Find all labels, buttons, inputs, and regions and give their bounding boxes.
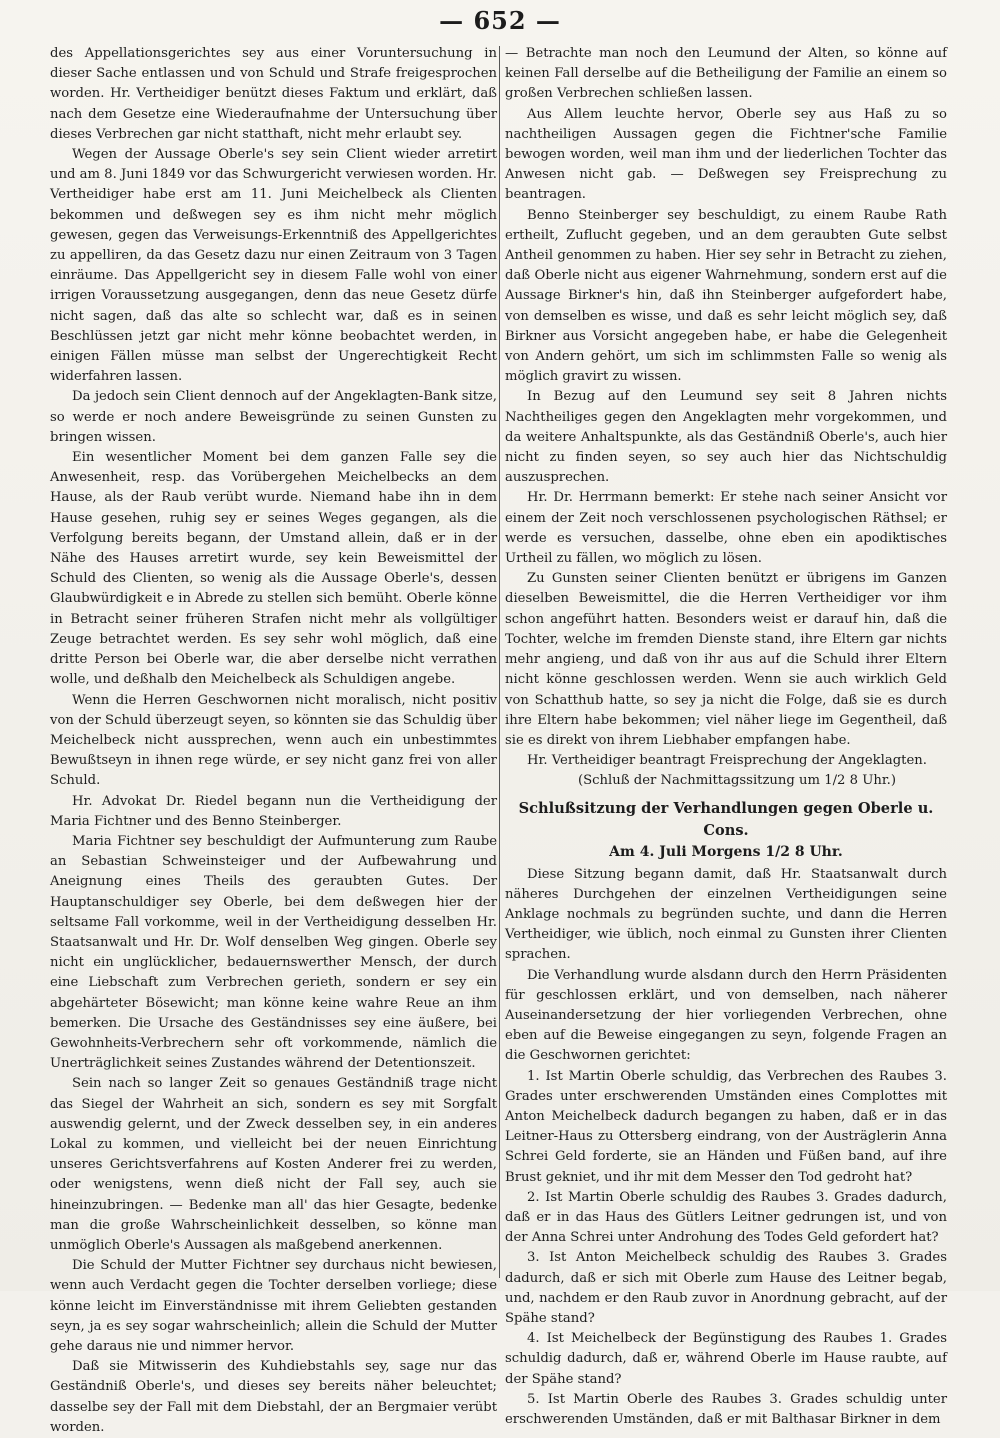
paragraph: In Bezug auf den Leumund sey seit 8 Jahren nichts Nachtheiliges gegen den Angeklagten mehr vorgekommen, und da weitere Anhaltspunkte, als das Geständniß Oberle's, auch hier nicht zu finden seyen, so sey auch hier das Nichtschuldig auszusprechen. — [505, 389, 947, 486]
question-item: 4. Ist Meichelbeck der Begünstigung des Raubes 1. Grades schuldig dadurch, daß er, während Oberle im Hause raubte, auf der Spähe stand? — [505, 1331, 947, 1387]
paragraph: des Appellationsgerichtes sey aus einer Voruntersuchung in dieser Sache entlassen und von Schuld und Strafe freigesprochen worden. Hr. Vertheidiger benützt dieses Faktum und erklärt, daß nach dem Gesetze eine Wiederaufnahme der Untersuchung über dieses Verbrechen gar nicht statthaft, nicht mehr erlaubt sey. — [50, 46, 497, 142]
paragraph: Hr. Advokat Dr. Riedel begann nun die Vertheidigung der Maria Fichtner und des Benno Steinberger. — [50, 793, 497, 829]
question-item: 3. Ist Anton Meichelbeck schuldig des Raubes 3. Grades dadurch, daß er sich mit Oberle zum Hause des Leitner begab, und, nachdem er den Raub zuvor in Anordnung gebracht, auf der Spähe stand? — [505, 1250, 947, 1326]
page-number: — 652 — — [439, 6, 561, 35]
paragraph: Zu Gunsten seiner Clienten benützt er übrigens im Ganzen dieselben Beweismittel, die die Herren Vertheidiger vor ihm schon angeführt hatten. Besonders weist er darauf hin, daß die Tochter, welche im fremden Dienste stand, ihre Eltern gar nichts mehr angieng, und daß von ihr aus auf die Schuld ihrer Eltern nicht könne geschlossen werden. Wenn sie auch wirklich Geld von Schatthub hatte, so sey ja nicht die Folge, daß sie es durch ihre Eltern habe bekommen; viel näher liege im Gegentheil, daß sie es direkt von ihrem Liebhaber empfangen habe. — [505, 571, 947, 748]
paragraph: Sein nach so langer Zeit so genaues Geständniß trage nicht das Siegel der Wahrheit an sich, sondern es sey mit Sorgfalt auswendig gelernt, und der Zweck desselben sey, in ein anderes Lokal zu kommen, und vielleicht bei der neuen Einrichtung unseres Gerichtsverfahrens auf Kosten Anderer frei zu werden, oder wenigstens, wenn dieß nicht der Fall sey, auch sie hineinzubringen. — Bedenke man all' das hier Gesagte, bedenke man die große Wahrscheinlichkeit desselben, so könne man unmöglich Oberle's Aussagen als maßgebend anerkennen. — [50, 1076, 497, 1253]
paragraph: Hr. Vertheidiger beantragt Freisprechung der Angeklagten. — [527, 753, 927, 769]
section-heading: Schlußsitzung der Verhandlungen gegen Oberle u. Cons. — [518, 799, 934, 839]
paragraph: Da jedoch sein Client dennoch auf der Angeklagten-Bank sitze, so werde er noch andere Beweisgründe zu seinen Gunsten zu bringen wissen. — [50, 389, 497, 445]
paragraph: Ein wesentlicher Moment bei dem ganzen Falle sey die Anwesenheit, resp. das Vorübergehen Meichelbecks an dem Hause, als der Raub verübt wurde. Niemand habe ihn in dem Hause gesehen, ruhig sey er seines Weges gegangen, als die Verfolgung bereits begann, der Umstand allein, daß er in der Nähe des Hauses arretirt wurde, sey kein Beweismittel der Schuld des Clienten, so wenig als die Aussage Oberle's, dessen Glaubwürdigkeit e in Abrede zu stellen sich bemüht. Oberle könne in Betracht seiner früheren Strafen nicht mehr als vollgültiger Zeuge betrachtet werden. Es sey sehr wohl möglich, daß eine dritte Person bei Oberle war, die aber derselbe nicht verrathen wolle, und deßhalb den Meichelbeck als Schuldigen angebe. — [50, 450, 497, 688]
section-subheading: Am 4. Juli Morgens 1/2 8 Uhr. — [609, 843, 843, 860]
question-item: 5. Ist Martin Oberle des Raubes 3. Grades schuldig unter erschwerenden Umständen, daß er mit Balthasar Birkner in dem — [505, 1391, 947, 1427]
paragraph: Wenn die Herren Geschwornen nicht moralisch, nicht positiv von der Schuld überzeugt seyen, so könnten sie das Schuldig über Meichelbeck nicht aussprechen, wenn auch ein unbestimmtes Bewußtseyn in ihnen rege würde, er sey nicht ganz frei von aller Schuld. — [50, 692, 497, 789]
paragraph: Daß sie Mitwisserin des Kuhdiebstahls sey, sage nur das Geständniß Oberle's, und dieses sey bereits näher beleuchtet; dasselbe sey der Fall mit dem Diebstahl, der an Bergmaier verübt worden. — [50, 1359, 497, 1435]
paragraph: Wegen der Aussage Oberle's sey sein Client wieder arretirt und am 8. Juni 1849 vor das Schwurgericht verwiesen worden. Hr. Vertheidiger habe erst am 11. Juni Meichelbeck als Clienten bekommen und deßwegen sey es ihm nicht mehr möglich gewesen, gegen das Verweisungs-Erkenntniß des Appellgerichtes zu appelliren, da das Gesetz dazu nur einen Zeitraum von 3 Tagen einräume. Das Appellgericht sey in diesem Falle wohl von einer irrigen Voraussetzung ausgegangen, denn das neue Gesetz dürfe nicht sagen, daß das alte so schlecht war, daß es in seinen Beschlüssen jetzt gar nicht mehr könne beobachtet werden, in einigen Fällen müsse man selbst der Ungerechtigkeit Recht widerfahren lassen. — [50, 147, 498, 385]
paragraph: Maria Fichtner sey beschuldigt der Aufmunterung zum Raube an Sebastian Schweinsteiger und der Aufbewahrung und Aneignung eines Theils des geraubten Gutes. Der Hauptanschuldiger sey Oberle, bei dem deßwegen hier der seltsame Fall vorkomme, weil in der Vertheidigung desselben Hr. Staatsanwalt und Hr. Dr. Wolf denselben Weg gingen. Oberle sey nicht ein unglücklicher, bedauernswerther Mensch, der durch eine Liebschaft zum Verbrechen gerieth, sondern er sey ein abgehärteter Bösewicht; man könne keine wahre Reue an ihm bemerken. Die Ursache des Geständnisses sey eine äußere, bei Gewohnheits-Verbrechern sehr oft vorkommende, nämlich die Unerträglichkeit seines Zustandes während der Detentionszeit. — [50, 833, 497, 1072]
question-item: 1. Ist Martin Oberle schuldig, das Verbrechen des Raubes 3. Grades unter erschwerenden Umständen eines Complottes mit Anton Meichelbeck dadurch begangen zu haben, daß er in das Leitner-Haus zu Ottersberg eindrang, von der Austräglerin Anna Schrei Geld forderte, sie an Händen und Füßen band, auf ihre Brust gekniet, und ihr mit dem Messer den Tod gedroht hat? — [505, 1068, 947, 1185]
question-item: 2. Ist Martin Oberle schuldig des Raubes 3. Grades dadurch, daß er in das Haus des Gütlers Leitner gedrungen ist, und von der Anna Schrei unter Androhung des Todes Geld gefordert hat? — [505, 1189, 947, 1246]
column-divider — [499, 46, 500, 1278]
closing-note: (Schluß der Nachmittagssitzung um 1/2 8 Uhr.) — [577, 773, 897, 789]
paragraph: — Betrachte man noch den Leumund der Alten, so könne auf keinen Fall derselbe auf die Betheiligung der Familie an einem so großen Verbrechen schließen lassen. — [505, 46, 947, 102]
paragraph: Diese Sitzung begann damit, daß Hr. Staatsanwalt durch näheres Durchgehen der einzelnen Vertheidigungen seine Anklage nochmals zu begründen suchte, und dann die Herren Vertheidiger, wie üblich, noch einmal zu Gunsten ihrer Clienten sprachen. — [505, 866, 947, 963]
paragraph: Die Verhandlung wurde alsdann durch den Herrn Präsidenten für geschlossen erklärt, und von demselben, nach näherer Auseinandersetzung der hier vorliegenden Verbrechen, ohne eben auf die Beweise eingegangen zu seyn, folgende Fragen an die Geschwornen gerichtet: — [505, 967, 947, 1064]
paragraph: Hr. Dr. Herrmann bemerkt: Er stehe nach seiner Ansicht vor einem der Zeit noch verschlossenen psychologischen Räthsel; er werde es versuchen, dasselbe, ohne eben ein apodiktisches Urtheil zu fällen, wo möglich zu lösen. — [505, 490, 947, 567]
paragraph: Benno Steinberger sey beschuldigt, zu einem Raube Rath ertheilt, Zuflucht gegeben, und an dem geraubten Gute selbst Antheil genommen zu haben. Hier sey sehr in Betracht zu ziehen, daß Oberle nicht aus eigener Wahrnehmung, sondern erst auf die Aussage Birkner's hin, daß ihn Steinberger aufgefordert habe, von demselben es wisse, und daß es sehr leicht möglich sey, daß Birkner aus Vorsicht angegeben habe, er habe die Gelegenheit von Andern gehört, um sich im schlimmsten Falle so wenig als möglich gravirt zu wissen. — [505, 207, 947, 385]
right-column — [505, 44, 947, 1427]
paragraph: Aus Allem leuchte hervor, Oberle sey aus Haß zu so nachtheiligen Aussagen gegen die Fichtner'sche Familie bewogen worden, weil man ihm und der liederlichen Tochter das Anwesen nicht gab. — Deßwegen sey Freisprechung zu beantragen. — [505, 106, 947, 203]
paragraph: Die Schuld der Mutter Fichtner sey durchaus nicht bewiesen, wenn auch Verdacht gegen die Tochter derselben vorliege; diese könne leicht im Einverständnisse mit ihrem Geliebten gestanden seyn, ja es sey sogar wahrscheinlich; allein die Schuld der Mutter gehe daraus nie und nimmer hervor. — [50, 1258, 497, 1354]
left-column — [50, 44, 498, 1435]
